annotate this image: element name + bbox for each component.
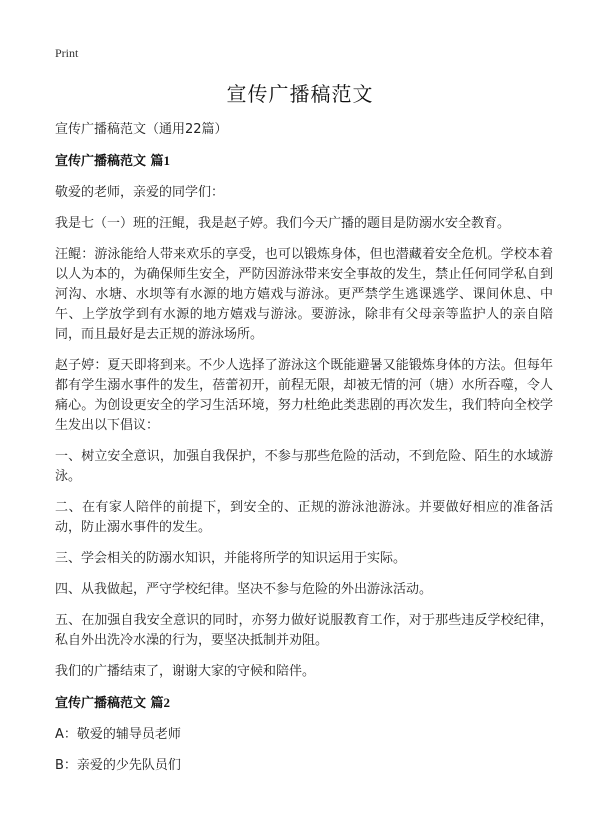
section-heading-1-text: 宣传广播稿范文 篇 (55, 154, 164, 169)
section-heading-2-number: 2 (163, 695, 171, 710)
paragraph-speaker-a: A：敬爱的辅导员老师 (55, 727, 181, 742)
paragraph-zhaoziting: 赵子婷：夏天即将到来。不少人选择了游泳这个既能避暑又能锻炼身体的方法。但每年都有学生溺水事件的发生，蓓蕾初开，前程无限，却被无情的河（塘）水所吞噬，令人痛心。为创设更安全的学习生活环境，努力杜绝此类悲剧的再次发生，我们特向全校学生发出以下倡议： (55, 358, 553, 433)
paragraph-point-5: 五、在加强自我安全意识的同时，亦努力做好说服教育工作，对于那些违反学校纪律，私自外出洗冷水澡的行为，要坚决抵制并劝阻。 (55, 613, 553, 648)
paragraph-wangkun: 汪鲲：游泳能给人带来欢乐的享受，也可以锻炼身体，但也潜藏着安全危机。学校本着以人为本的，为确保师生安全，严防因游泳带来安全事故的发生，禁止任何同学私自到河沟、水塘、水坝等有水源的地方嬉戏与游泳。更严禁学生逃课逃学、课间休息、中午、上学放学到有水源的地方嬉戏与游泳。要游泳，除非有父母亲等监护人的亲自陪同，而且最好是去正规的游泳场所。 (55, 247, 553, 342)
paragraph-point-4: 四、从我做起，严守学校纪律。坚决不参与危险的外出游泳活动。 (55, 582, 433, 597)
paragraph-speaker-b: B：亲爱的少先队员们 (55, 758, 181, 773)
document-subtitle: 宣传广播稿范文（通用22篇） (55, 122, 228, 137)
section-heading-1 (55, 151, 553, 172)
print-link[interactable]: Print (55, 46, 79, 60)
paragraph-point-1: 一、树立安全意识，加强自我保护，不参与那些危险的活动，不到危险、陌生的水域游泳。 (55, 449, 553, 484)
paragraph-greeting: 敬爱的老师，亲爱的同学们： (55, 185, 225, 200)
paragraph-intro: 我是七（一）班的汪鲲，我是赵子婷。我们今天广播的题目是防溺水安全教育。 (55, 216, 511, 231)
section-heading-2-text: 宣传广播稿范文 篇 (55, 696, 164, 711)
document-body (55, 120, 553, 787)
paragraph-point-3: 三、学会相关的防溺水知识，并能将所学的知识运用于实际。 (55, 551, 407, 566)
section-heading-2 (55, 693, 553, 714)
paragraph-closing: 我们的广播结束了，谢谢大家的守候和陪伴。 (55, 664, 316, 679)
paragraph-point-2: 二、在有家人陪伴的前提下，到安全的、正规的游泳池游泳。并要做好相应的准备活动，防止溺水事件的发生。 (55, 500, 553, 535)
document-title: 宣传广播稿范文 (226, 82, 374, 106)
section-heading-1-number: 1 (163, 153, 171, 168)
